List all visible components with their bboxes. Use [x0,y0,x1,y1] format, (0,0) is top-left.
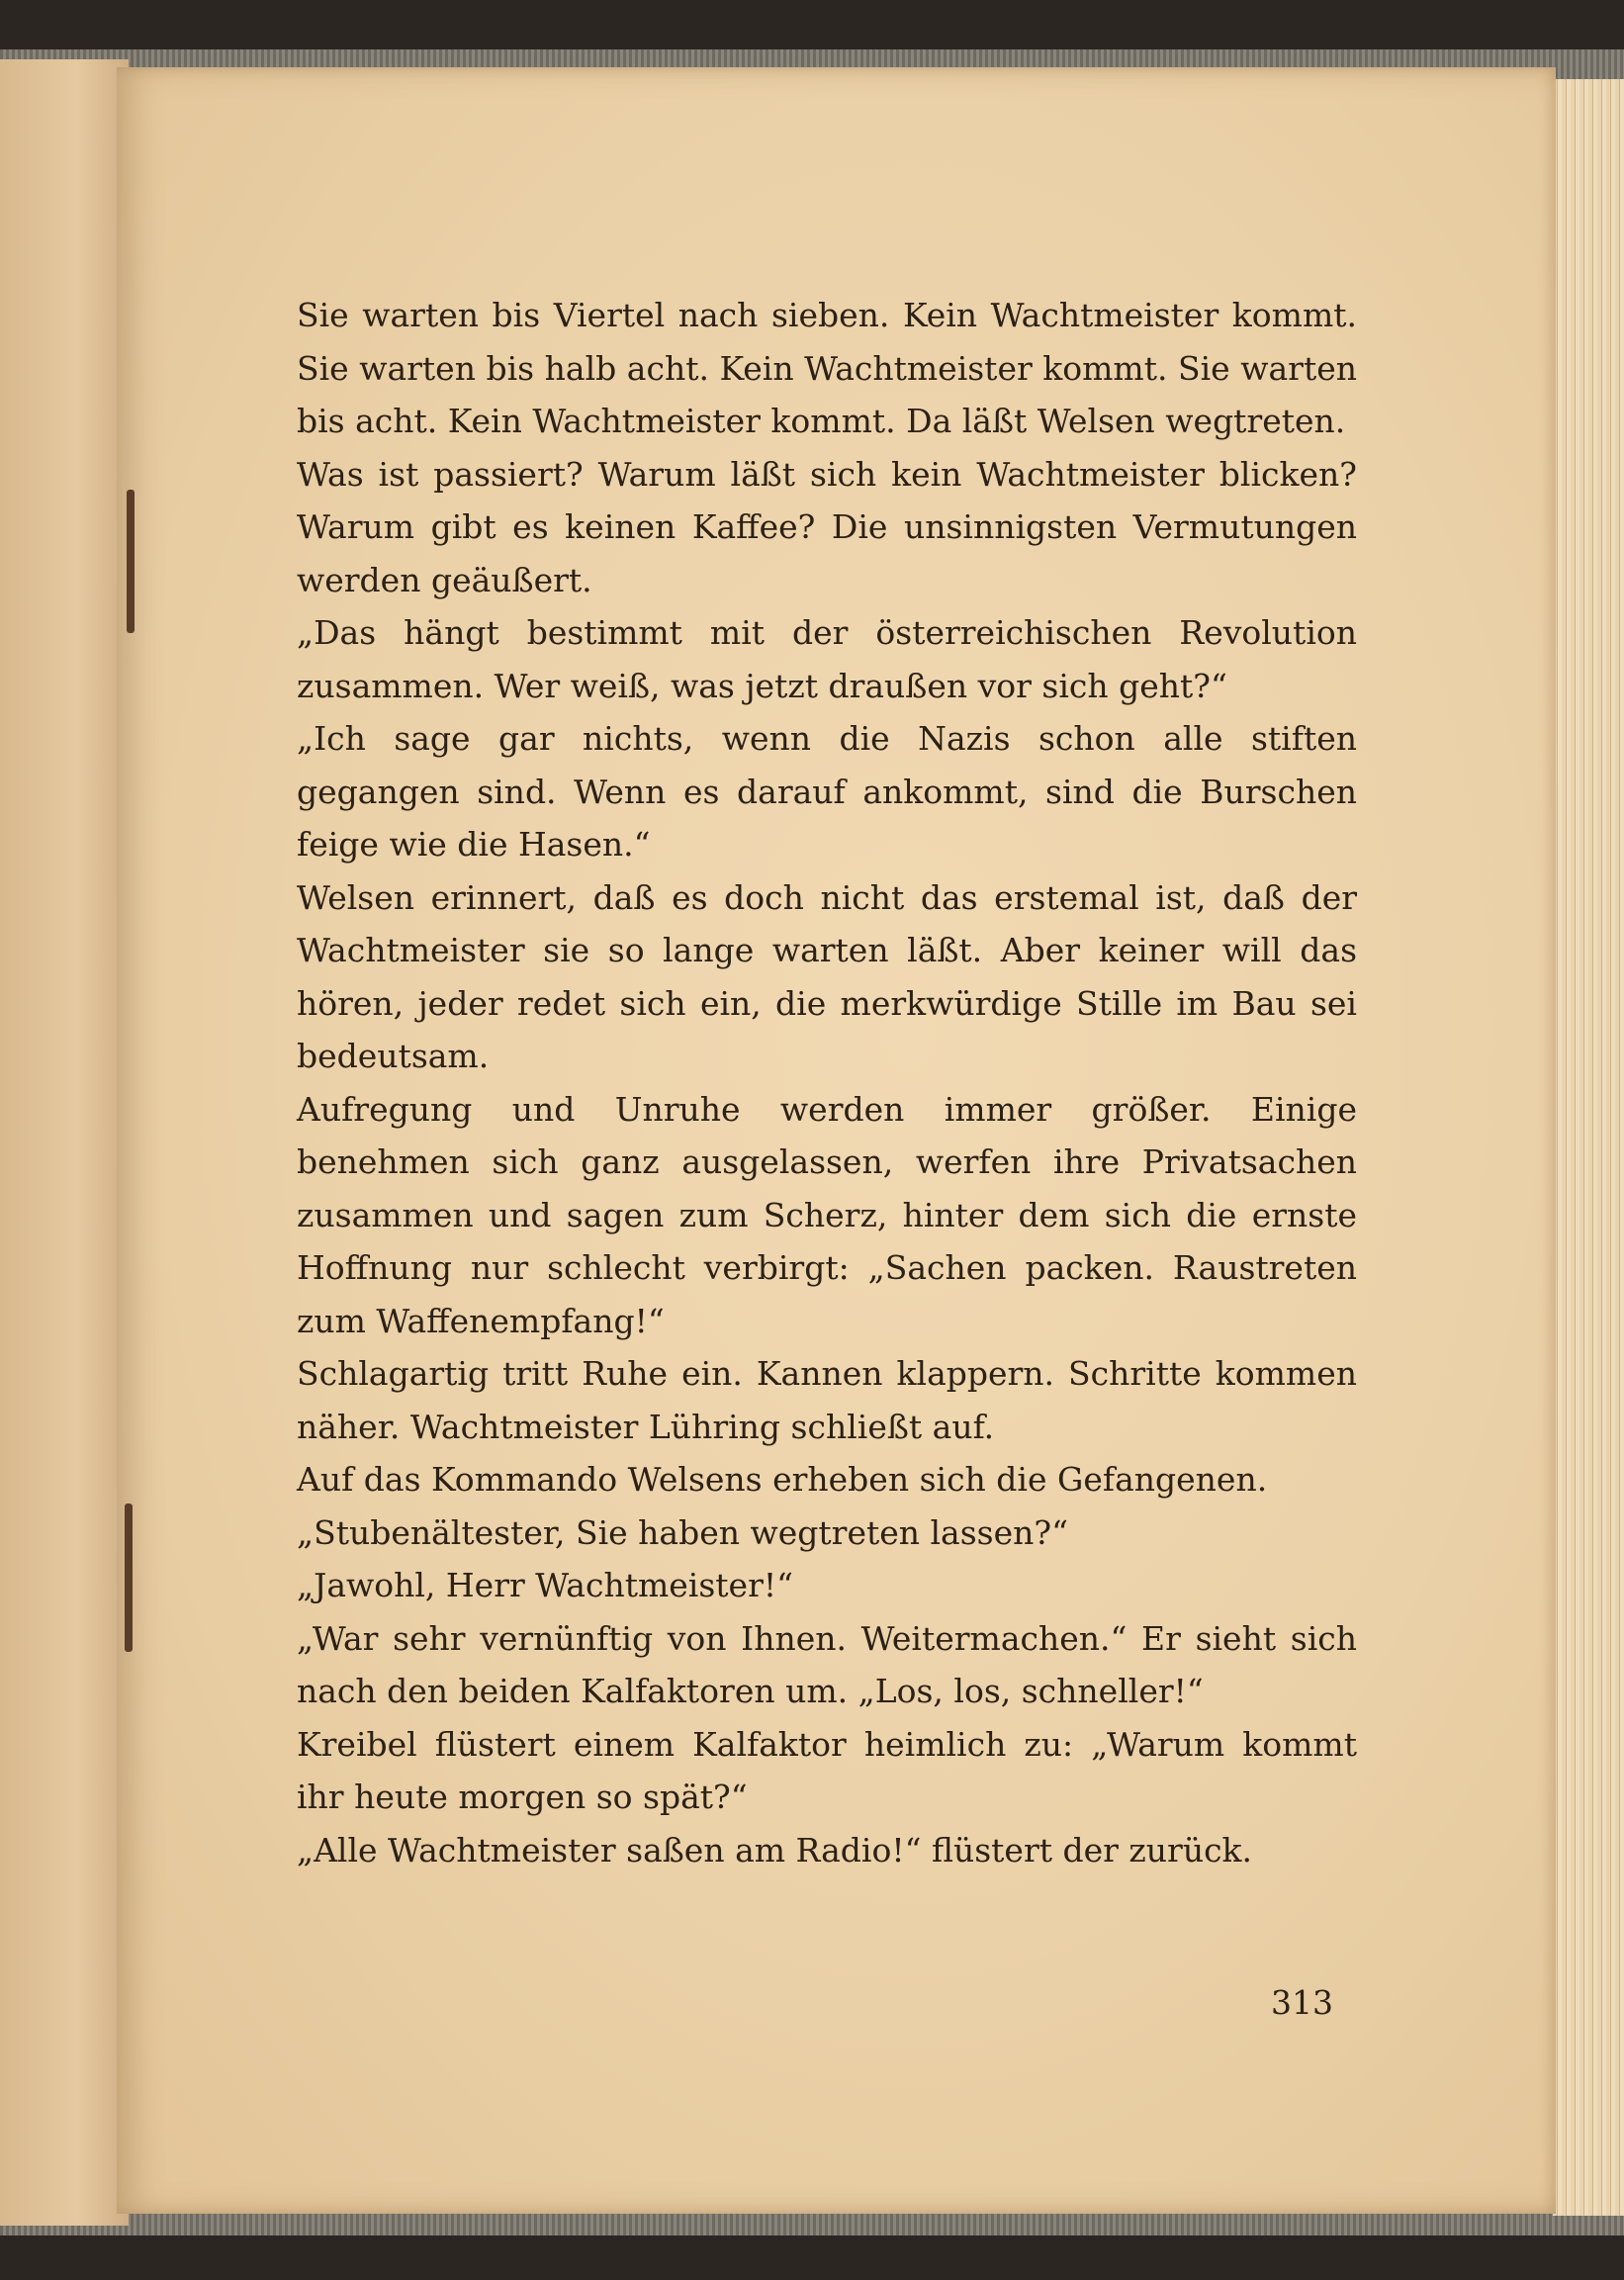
paragraph: Sie warten bis Viertel nach sieben. Kein Wachtmeister kommt. Sie warten bis halb acht. Kein Wachtmeister kommt. Sie warten bis acht. Kein Wachtmeister kommt. Da läßt Welsen wegtreten. [297,296,1357,440]
paragraph: „War sehr vernünftig von Ihnen. Weitermachen.“ Er sieht sich nach den beiden Kalfaktoren um. „Los, los, schneller!“ [297,1618,1357,1710]
paragraph: „Stubenältester, Sie haben wegtreten lassen?“ [297,1512,1068,1552]
page-number: 313 [1271,1983,1333,2022]
paragraph: Was ist passiert? Warum läßt sich kein Wachtmeister blicken? Warum gibt es keinen Kaffee? Die unsinnigsten Vermutungen werden geäußert. [297,454,1357,599]
paragraph: „Alle Wachtmeister saßen am Radio!“ flüstert der zurück. [297,1830,1253,1870]
binding-stitch-upper [127,490,135,633]
paragraph: Schlagartig tritt Ruhe ein. Kannen klappern. Schritte kommen näher. Wachtmeister Lühring schließt auf. [297,1354,1357,1446]
paragraph: Aufregung und Unruhe werden immer größer. Einige benehmen sich ganz ausgelassen, werfen ihre Privatsachen zusammen und sagen zum Scherz, hinter dem sich die ernste Hoffnung nur schlecht verbirgt: „Sachen packen. Raustreten zum Waffenempfang!“ [297,1089,1357,1340]
paragraph: Auf das Kommando Welsens erheben sich die Gefangenen. [297,1460,1268,1499]
page-text [297,289,1357,1876]
paragraph: Kreibel flüstert einem Kalfaktor heimlich zu: „Warum kommt ihr heute morgen so spät?“ [297,1724,1357,1816]
page-stack-edges [1553,79,1624,2216]
left-page-edge [0,59,129,2226]
paragraph: „Jawohl, Herr Wachtmeister!“ [297,1566,793,1604]
binding-stitch-lower [125,1504,133,1652]
paragraph: Welsen erinnert, daß es doch nicht das erstemal ist, daß der Wachtmeister sie so lange warten läßt. Aber keiner will das hören, jeder redet sich ein, die merkwürdige Stille im Bau sei bedeutsam. [297,877,1357,1075]
paragraph: „Das hängt bestimmt mit der österreichischen Revolution zusammen. Wer weiß, was jetzt draußen vor sich geht?“ [297,613,1357,705]
paragraph: „Ich sage gar nichts, wenn die Nazis schon alle stiften gegangen sind. Wenn es darauf ankommt, sind die Burschen feige wie die Hasen.“ [297,719,1357,864]
